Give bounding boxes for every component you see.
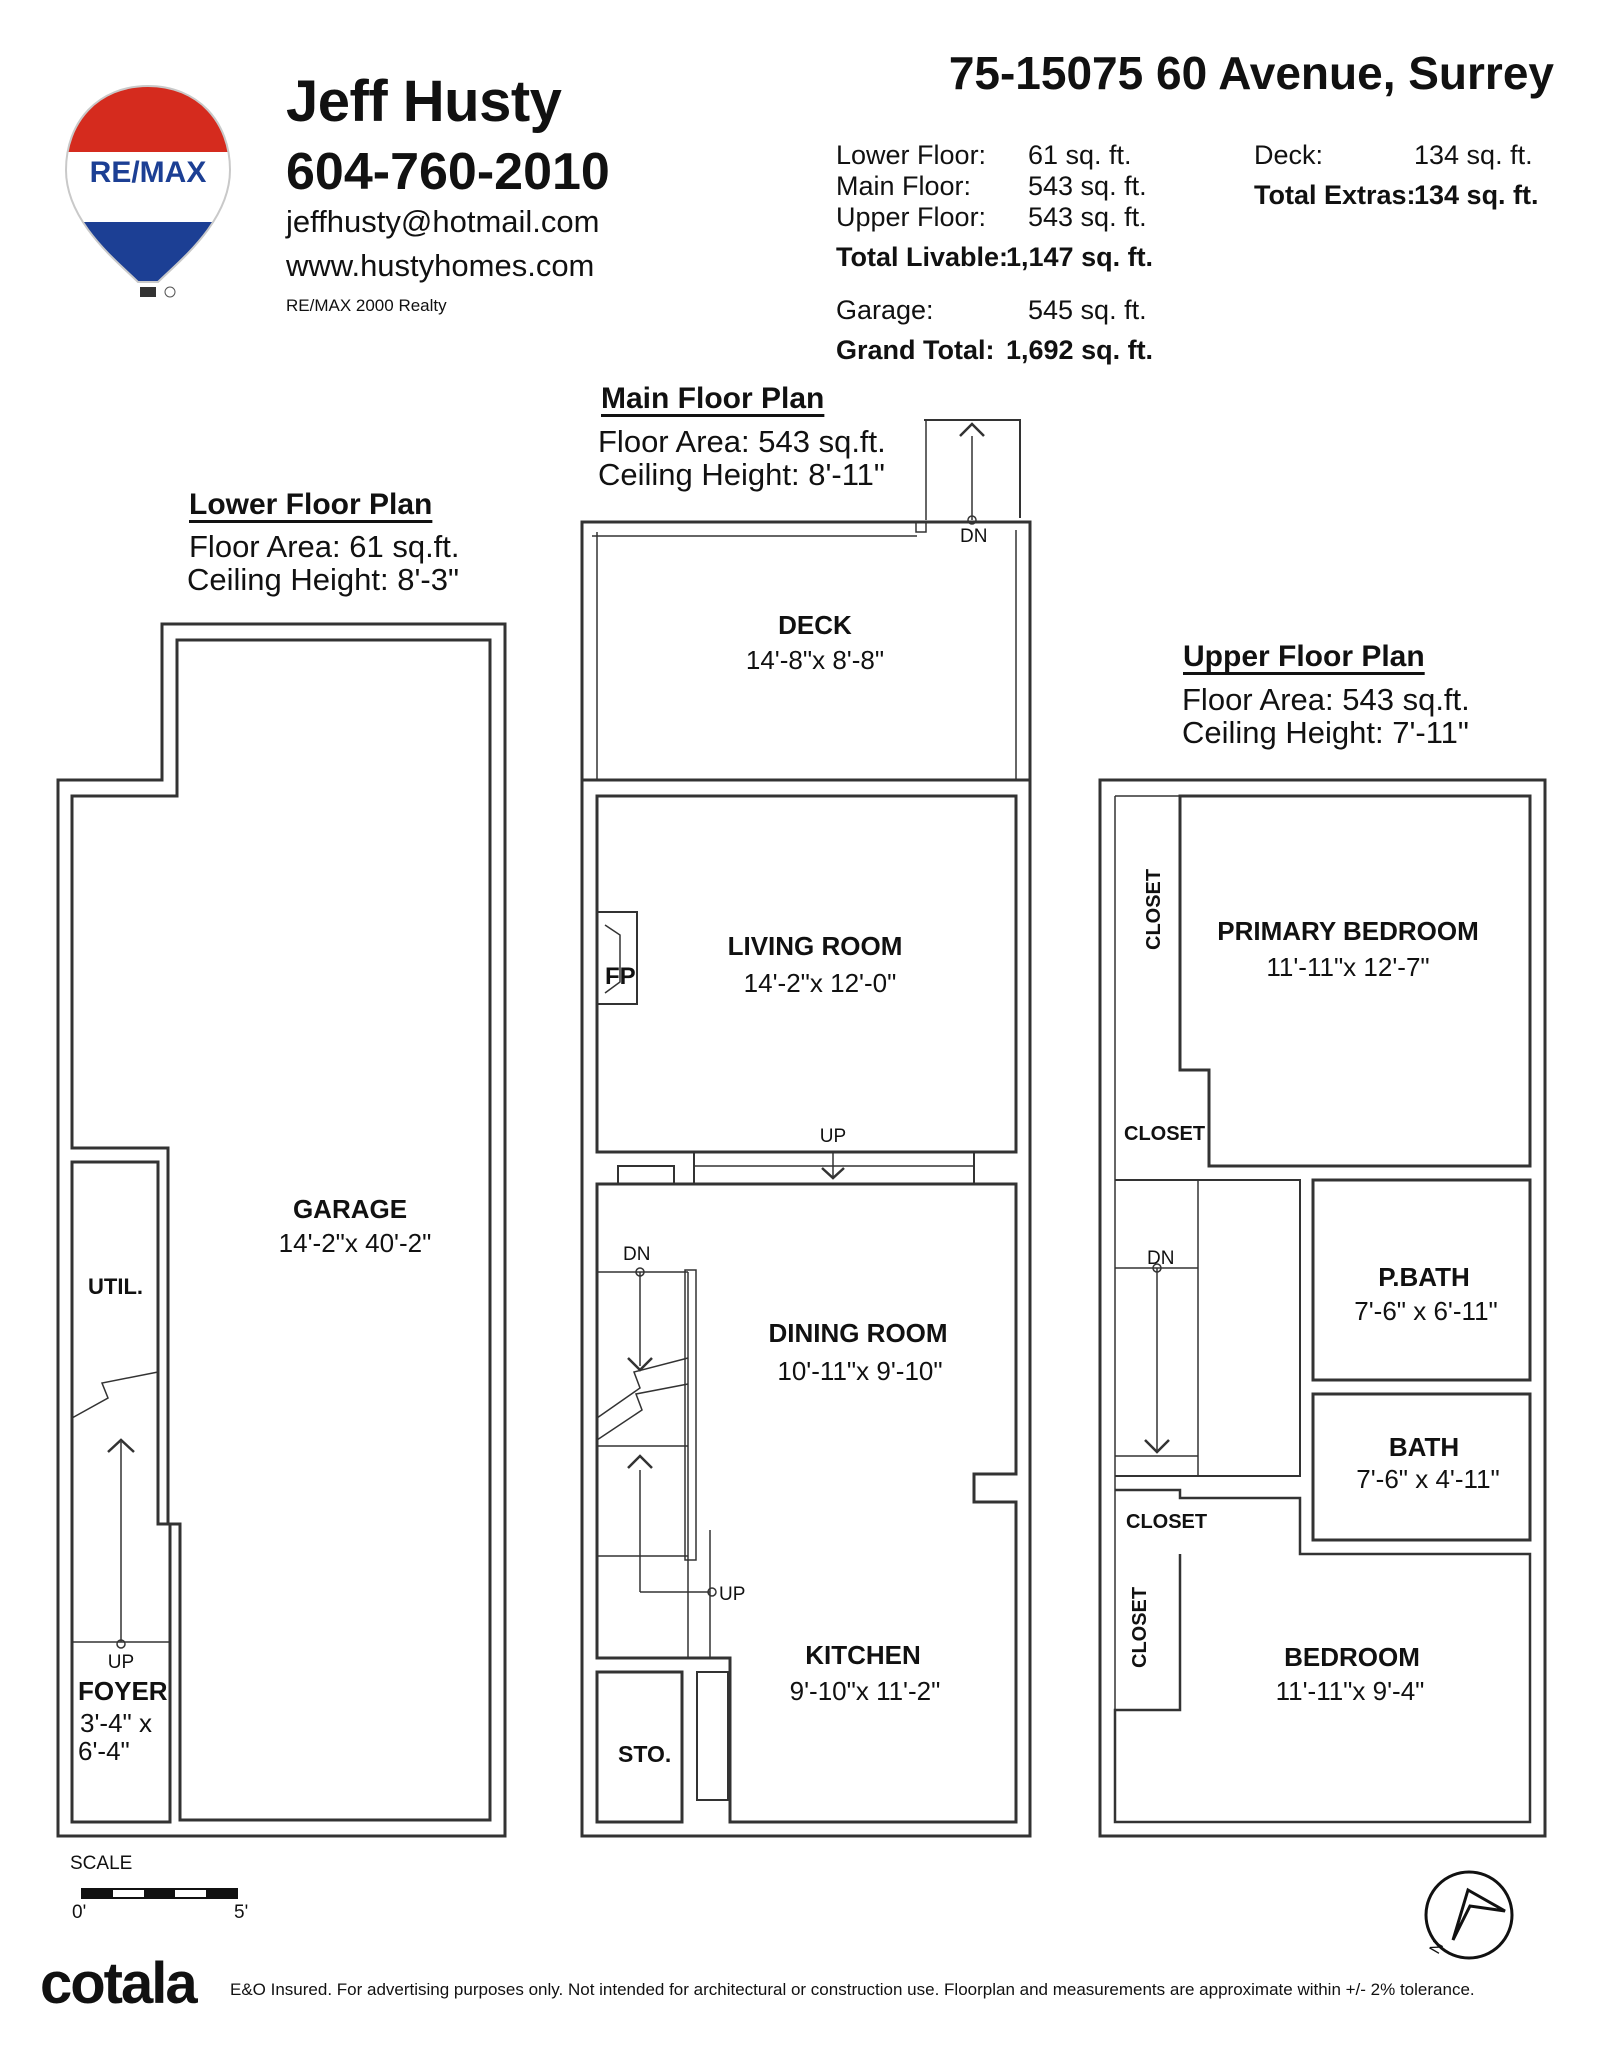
foyer-dims-1: 3'-4" x <box>80 1708 152 1738</box>
living-room-label: LIVING ROOM <box>727 931 903 961</box>
deck-label: DECK <box>778 610 852 640</box>
bath-dims: 7'-6" x 4'-11" <box>1356 1464 1500 1494</box>
livable-label: Total Livable: <box>836 242 1009 272</box>
deck-area-value: 134 sq. ft. <box>1414 140 1533 170</box>
kitchen-label: KITCHEN <box>805 1640 921 1670</box>
scale-zero-label: 0' <box>72 1902 87 1923</box>
garage-area-label: Garage: <box>836 295 934 325</box>
remax-logo-text: RE/MAX <box>89 156 207 189</box>
lower-area-value: 61 sq. ft. <box>1028 140 1132 170</box>
bedroom-dims: 11'-11"x 9'-4" <box>1275 1676 1425 1706</box>
deck-stair-dn-label: DN <box>960 526 988 547</box>
dining-room-dims: 10'-11"x 9'-10" <box>777 1356 943 1386</box>
garage-label: GARAGE <box>292 1194 408 1224</box>
extras-value: 134 sq. ft. <box>1414 180 1539 210</box>
fireplace-label: FP <box>605 963 636 990</box>
agent-email: jeffhusty@hotmail.com <box>286 204 600 239</box>
lower-stair-up-label: UP <box>107 1652 135 1673</box>
primary-bedroom-label: PRIMARY BEDROOM <box>1217 916 1479 946</box>
closet-label-3: CLOSET <box>1126 1511 1208 1533</box>
util-label: UTIL. <box>88 1274 143 1299</box>
closet-label-2: CLOSET <box>1124 1123 1206 1145</box>
main-plan-title: Main Floor Plan <box>601 382 825 415</box>
garage-area-value: 545 sq. ft. <box>1028 295 1147 325</box>
upper-plan-area: Floor Area: 543 sq.ft. <box>1182 682 1470 717</box>
p-bath-label: P.BATH <box>1378 1262 1470 1292</box>
upper-area-label: Upper Floor: <box>836 202 987 232</box>
compass-n-label: N <box>1426 1938 1448 1957</box>
deck-area-label: Deck: <box>1254 140 1324 170</box>
main-stair-dn-label: DN <box>623 1244 651 1265</box>
bedroom-label: BEDROOM <box>1284 1642 1420 1672</box>
dining-room-label: DINING ROOM <box>768 1318 948 1348</box>
main-area-label: Main Floor: <box>836 171 972 201</box>
lower-plan-ceiling: Ceiling Height: 8'-3" <box>187 562 459 597</box>
p-bath-dims: 7'-6" x 6'-11" <box>1354 1296 1498 1326</box>
scale-bar <box>82 1889 237 1898</box>
livable-value: 1,147 sq. ft. <box>1006 242 1154 272</box>
main-plan-area: Floor Area: 543 sq.ft. <box>598 424 886 459</box>
kitchen-dims: 9'-10"x 11'-2" <box>789 1676 941 1706</box>
main-area-value: 543 sq. ft. <box>1028 171 1147 201</box>
agent-website: www.hustyhomes.com <box>286 248 595 283</box>
lower-area-label: Lower Floor: <box>836 140 987 170</box>
extras-label: Total Extras: <box>1254 180 1416 210</box>
garage-dims: 14'-2"x 40'-2" <box>278 1228 432 1258</box>
storage-label: STO. <box>618 1741 672 1767</box>
foyer-label: FOYER <box>78 1676 168 1706</box>
property-address: 75-15075 60 Avenue, Surrey <box>948 47 1554 99</box>
living-stair-up-label: UP <box>819 1126 847 1147</box>
lower-plan-title: Lower Floor Plan <box>189 488 433 521</box>
upper-plan-title: Upper Floor Plan <box>1183 640 1425 673</box>
grand-total-value: 1,692 sq. ft. <box>1006 335 1154 365</box>
lower-plan-area: Floor Area: 61 sq.ft. <box>189 529 460 564</box>
main-stair-up-label: UP <box>719 1584 746 1605</box>
living-room-dims: 14'-2"x 12'-0" <box>743 968 897 998</box>
scale-five-label: 5' <box>234 1902 249 1923</box>
bath-label: BATH <box>1388 1432 1460 1462</box>
closet-label-1: CLOSET <box>1143 868 1165 950</box>
scale-label: SCALE <box>70 1853 133 1874</box>
closet-label-4: CLOSET <box>1129 1586 1151 1668</box>
foyer-dims-2: 6'-4" <box>78 1736 130 1766</box>
upper-plan-ceiling: Ceiling Height: 7'-11" <box>1182 715 1469 750</box>
agent-name: Jeff Husty <box>286 69 562 134</box>
main-plan-ceiling: Ceiling Height: 8'-11" <box>598 457 885 492</box>
primary-bedroom-dims: 11'-11"x 12'-7" <box>1266 952 1430 982</box>
deck-dims: 14'-8"x 8'-8" <box>745 645 885 675</box>
grand-total-label: Grand Total: <box>836 335 995 365</box>
agent-phone: 604-760-2010 <box>286 143 610 201</box>
north-arrow-icon <box>1426 1872 1512 1958</box>
upper-area-value: 543 sq. ft. <box>1028 202 1147 232</box>
disclaimer: E&O Insured. For advertising purposes only. Not intended for architectural or construction use. Floorplan and measurements are approximate within +/- 2% tolerance. <box>230 1980 1475 1999</box>
cotala-logo: cotala <box>40 1951 196 2016</box>
upper-stair-dn-label: DN <box>1147 1248 1175 1269</box>
agent-brokerage: RE/MAX 2000 Realty <box>286 296 447 315</box>
